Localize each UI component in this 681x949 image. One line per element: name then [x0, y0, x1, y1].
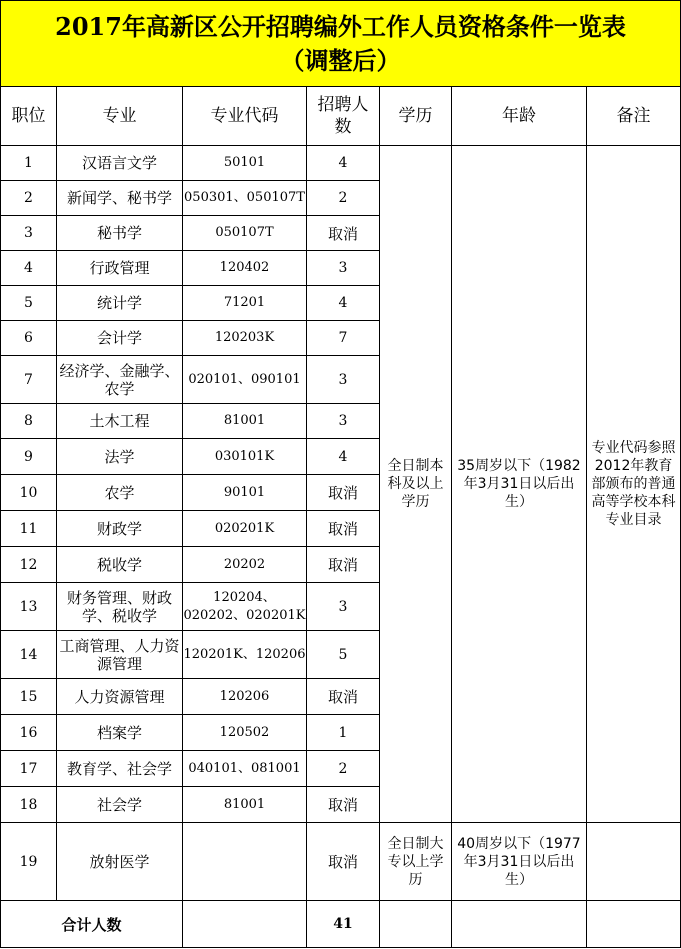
row-major: 社会学 [57, 787, 183, 823]
row-count: 3 [307, 583, 380, 631]
total-row [1, 901, 681, 948]
row-number: 19 [1, 823, 57, 901]
row-major: 会计学 [57, 321, 183, 356]
table-row [1, 146, 681, 181]
header-age: 年龄 [452, 87, 587, 146]
row-major: 工商管理、人力资源管理 [57, 631, 183, 679]
row-count: 3 [307, 404, 380, 439]
row-number: 7 [1, 356, 57, 404]
row-code: 020201K [183, 511, 307, 547]
row-count: 取消 [307, 216, 380, 251]
row-count: 5 [307, 631, 380, 679]
row-number: 15 [1, 679, 57, 715]
row-number: 8 [1, 404, 57, 439]
header-row [1, 87, 681, 146]
row-number: 11 [1, 511, 57, 547]
total-label: 合计人数 [1, 901, 183, 948]
row-major: 放射医学 [57, 823, 183, 901]
header-count: 招聘人数 [307, 87, 380, 146]
row-major: 人力资源管理 [57, 679, 183, 715]
row-count: 3 [307, 251, 380, 286]
row-code: 120203K [183, 321, 307, 356]
row-code: 050107T [183, 216, 307, 251]
row-major: 土木工程 [57, 404, 183, 439]
row-major: 法学 [57, 439, 183, 475]
row-count: 取消 [307, 547, 380, 583]
row-count: 2 [307, 181, 380, 216]
row-code: 020101、090101 [183, 356, 307, 404]
row-major: 农学 [57, 475, 183, 511]
header-position: 职位 [1, 87, 57, 146]
row-code: 81001 [183, 787, 307, 823]
header-code: 专业代码 [183, 87, 307, 146]
row-number: 6 [1, 321, 57, 356]
row-code: 50101 [183, 146, 307, 181]
total-value: 41 [307, 901, 380, 948]
row-major: 经济学、金融学、农学 [57, 356, 183, 404]
row-number: 1 [1, 146, 57, 181]
row-number: 18 [1, 787, 57, 823]
education-requirement-bachelor: 全日制本科及以上学历 [380, 146, 452, 823]
row-count: 取消 [307, 823, 380, 901]
title-line-1: 2017年高新区公开招聘编外工作人员资格条件一览表 [55, 11, 626, 41]
row-code: 030101K [183, 439, 307, 475]
row-number: 12 [1, 547, 57, 583]
row-count: 4 [307, 146, 380, 181]
header-major: 专业 [57, 87, 183, 146]
row-code: 20202 [183, 547, 307, 583]
education-requirement-college: 全日制大专以上学历 [380, 823, 452, 901]
row-major: 财政学 [57, 511, 183, 547]
row-count: 1 [307, 715, 380, 751]
row-code: 120201K、120206 [183, 631, 307, 679]
row-major: 秘书学 [57, 216, 183, 251]
table-row-19 [1, 823, 681, 901]
row-count: 4 [307, 439, 380, 475]
row-number: 2 [1, 181, 57, 216]
total-empty-cell [380, 901, 452, 948]
row-major: 行政管理 [57, 251, 183, 286]
row-number: 10 [1, 475, 57, 511]
row-major: 教育学、社会学 [57, 751, 183, 787]
row-code [183, 823, 307, 901]
row-count: 7 [307, 321, 380, 356]
age-requirement-40: 40周岁以下（1977年3月31日以后出生） [452, 823, 587, 901]
header-remark: 备注 [587, 87, 681, 146]
row-code: 050301、050107T [183, 181, 307, 216]
row-major: 新闻学、秘书学 [57, 181, 183, 216]
row-number: 16 [1, 715, 57, 751]
row-code: 040101、081001 [183, 751, 307, 787]
row-code: 120204、020202、020201K [183, 583, 307, 631]
row-major: 汉语言文学 [57, 146, 183, 181]
row-major: 财务管理、财政学、税收学 [57, 583, 183, 631]
row-number: 9 [1, 439, 57, 475]
row-number: 3 [1, 216, 57, 251]
row-major: 税收学 [57, 547, 183, 583]
row-code: 120502 [183, 715, 307, 751]
row-number: 4 [1, 251, 57, 286]
row-major: 统计学 [57, 286, 183, 321]
title-line-2: （调整后） [280, 45, 401, 75]
row-count: 取消 [307, 511, 380, 547]
row-number: 14 [1, 631, 57, 679]
row-major: 档案学 [57, 715, 183, 751]
row-count: 取消 [307, 475, 380, 511]
total-empty-cell [587, 901, 681, 948]
row-count: 取消 [307, 679, 380, 715]
row-code: 81001 [183, 404, 307, 439]
total-empty-cell [452, 901, 587, 948]
row-code: 90101 [183, 475, 307, 511]
remark-major-code-reference: 专业代码参照2012年教育部颁布的普通高等学校本科专业目录 [587, 146, 681, 823]
row-count: 4 [307, 286, 380, 321]
row-code: 71201 [183, 286, 307, 321]
row-count: 2 [307, 751, 380, 787]
row-number: 17 [1, 751, 57, 787]
row-number: 5 [1, 286, 57, 321]
row-remark [587, 823, 681, 901]
page-title [1, 1, 681, 87]
row-number: 13 [1, 583, 57, 631]
row-code: 120402 [183, 251, 307, 286]
header-education: 学历 [380, 87, 452, 146]
row-count: 取消 [307, 787, 380, 823]
total-empty-cell [183, 901, 307, 948]
row-code: 120206 [183, 679, 307, 715]
age-requirement-35: 35周岁以下（1982年3月31日以后出生） [452, 146, 587, 823]
row-count: 3 [307, 356, 380, 404]
